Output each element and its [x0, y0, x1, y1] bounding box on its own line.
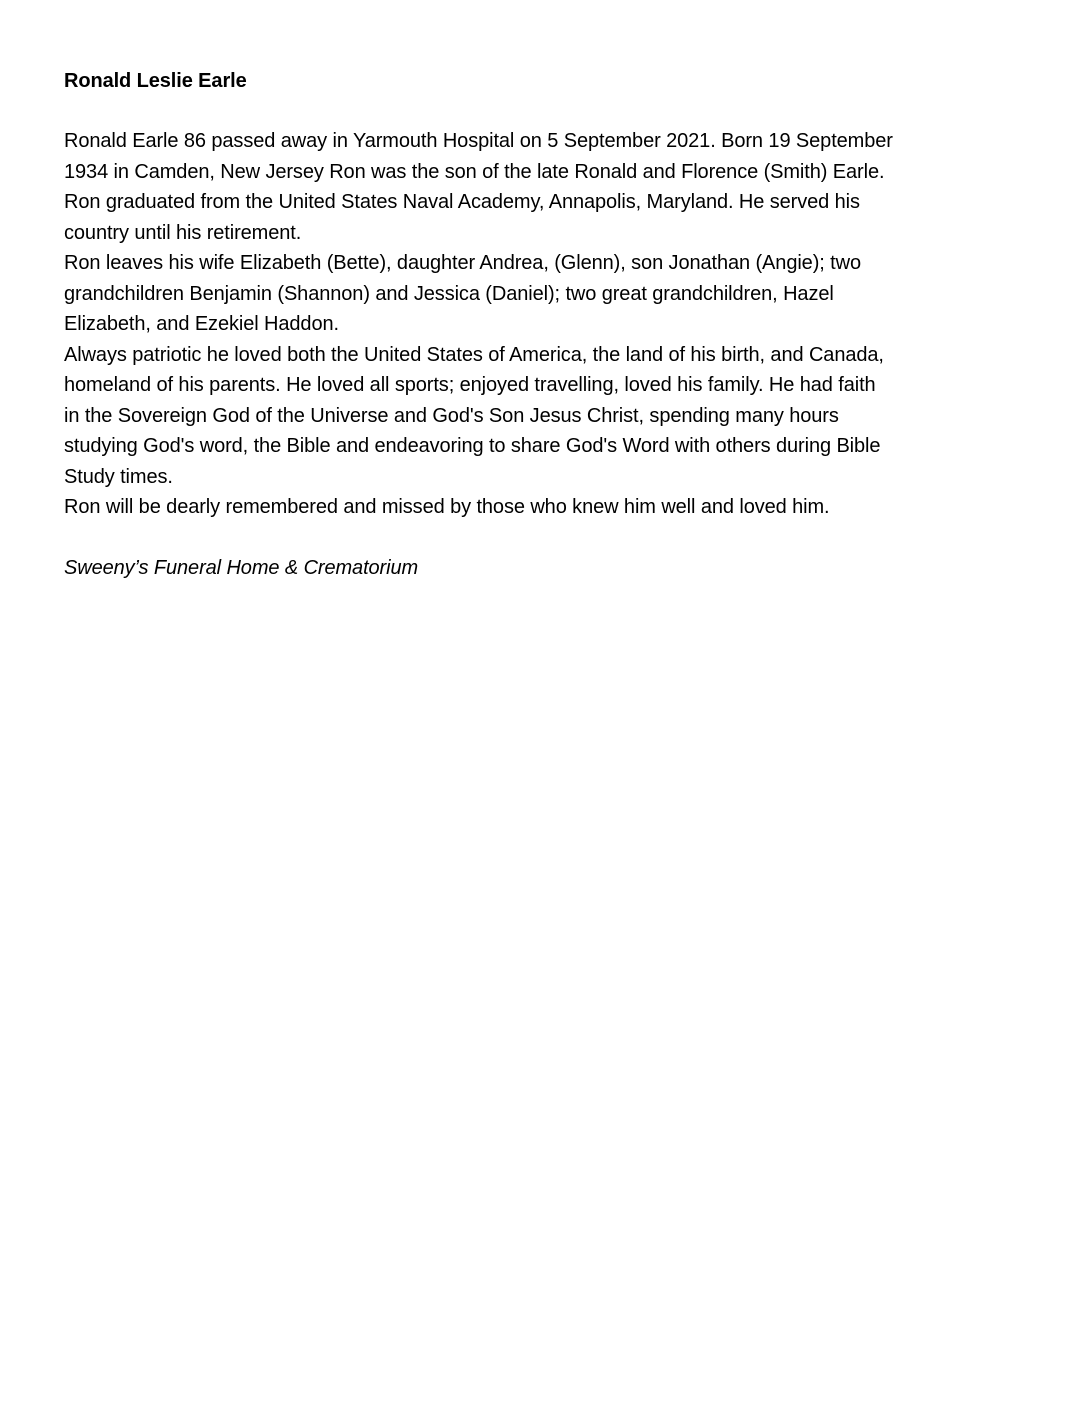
paragraph-life: Always patriotic he loved both the United States of America, the land of his birth, and Canada, homeland of his parents. He loved all sports; enjoyed travelling, loved his family. He had faith in the Sovereign God of the Universe and God's Son Jesus Christ, spending many hours studying God's word, the Bible and endeavoring to share God's Word with others during Bible Study times.: [64, 343, 884, 488]
spacer: [64, 96, 1024, 126]
paragraph-survivors: Ron leaves his wife Elizabeth (Bette), daughter Andrea, (Glenn), son Jonathan (Angie); two grandchildren Benjamin (Shannon) and Jessica (Daniel); two great grandchildren, Hazel Elizabeth, and Ezekiel Haddon.: [64, 252, 862, 335]
obituary-title: Ronald Leslie Earle: [64, 70, 247, 92]
obituary-page: [64, 66, 1024, 583]
funeral-home-signature: Sweeny’s Funeral Home & Crematorium: [64, 556, 419, 579]
paragraph-death-birth: Ronald Earle 86 passed away in Yarmouth Hospital on 5 September 2021. Born 19 September 1934 in Camden, New Jersey Ron was the son of the late Ronald and Florence (Smith) Earle. Ron graduated from the United States Naval Academy, Annapolis, Maryland. He served his country until his retirement.: [64, 130, 893, 244]
paragraph-remembrance: Ron will be dearly remembered and missed by those who knew him well and loved him.: [64, 496, 830, 518]
spacer: [64, 523, 1024, 553]
